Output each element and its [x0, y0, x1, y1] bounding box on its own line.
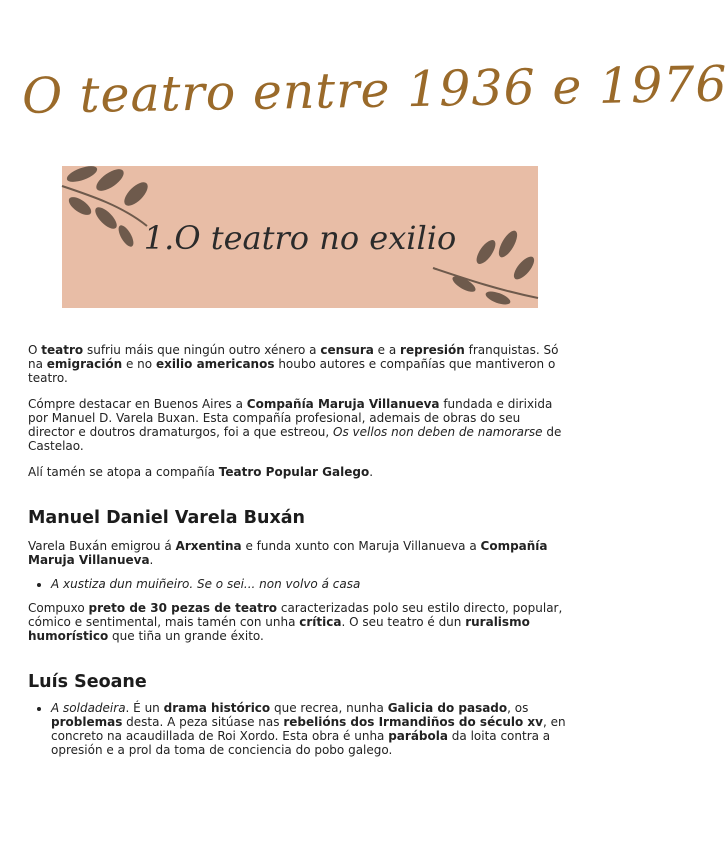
bold-text: Galicia do pasado	[387, 701, 508, 715]
list-item	[51, 577, 568, 591]
bold-text: exilio americanos	[155, 357, 275, 371]
text-run: e funda xunto con Maruja Villanueva a	[241, 539, 481, 553]
varela-works-list	[28, 577, 568, 591]
italic-text: A xustiza dun muiñeiro. Se o sei... non volvo á casa	[51, 577, 361, 591]
bold-text: censura	[320, 343, 374, 357]
text-run: . É un	[125, 701, 164, 715]
text-run: , en concreto na acaudillada de Roi Xordo. Esta obra é unha	[51, 715, 566, 743]
leaf-branch-right-icon	[428, 228, 538, 308]
varela-paragraph-2	[28, 601, 568, 643]
text-run: Compuxo	[28, 601, 89, 615]
bold-text: parábola	[388, 729, 448, 743]
text-run: que recrea, nunha	[270, 701, 388, 715]
text-run: franquistas. Só na	[28, 343, 559, 371]
text-run: de Castelao.	[28, 425, 562, 453]
intro-paragraph-3	[28, 465, 568, 479]
intro-paragraph-1	[28, 343, 568, 385]
bold-text: rebelións dos Irmandiños do século xv	[283, 715, 543, 729]
text-run: fundada e dirixida por Manuel D. Varela Buxan. Esta compañía profesional, ademais de obras do seu director e doutros dramaturgos, foi a que estreou,	[28, 397, 553, 439]
text-run: da loita contra a opresión e a prol da toma de conciencia do pobo galego.	[51, 729, 551, 757]
text-run: desta. A peza sitúase nas	[122, 715, 284, 729]
bold-text: teatro	[41, 343, 84, 357]
text-run: .	[149, 553, 154, 567]
varela-paragraph-1	[28, 539, 568, 567]
text-run: Cómpre destacar en Buenos Aires a	[28, 397, 247, 411]
text-run: houbo autores e compañías que mantiveron o teatro.	[28, 357, 556, 385]
bold-text: ruralismo humorístico	[28, 615, 530, 643]
text-run: sufriu máis que ningún outro xénero a	[83, 343, 321, 357]
banner-title: 1.O teatro no exilio	[143, 219, 457, 257]
italic-text: Os vellos non deben de namorarse	[333, 425, 543, 439]
bold-text: crítica	[299, 615, 342, 629]
section-banner	[62, 166, 538, 308]
section-heading-varela: Manuel Daniel Varela Buxán	[28, 508, 306, 528]
text-run: caracterizadas polo seu estilo directo, popular, cómico e sentimental, mais tamén con unha	[28, 601, 563, 629]
text-run: Varela Buxán emigrou á	[28, 539, 176, 553]
bold-text: Arxentina	[175, 539, 242, 553]
text-run: . O seu teatro é dun	[341, 615, 466, 629]
bold-text: drama histórico	[163, 701, 271, 715]
bold-text: problemas	[51, 715, 123, 729]
text-run: , os	[507, 701, 529, 715]
list-item	[51, 701, 568, 757]
bold-text: preto de 30 pezas de teatro	[88, 601, 278, 615]
text-run: Alí tamén se atopa a compañía	[28, 465, 219, 479]
bold-text: emigración	[46, 357, 123, 371]
bold-text: represión	[400, 343, 465, 357]
italic-text: A soldadeira	[51, 701, 126, 715]
text-run: e a	[373, 343, 401, 357]
text-run: e no	[122, 357, 156, 371]
text-run: .	[369, 465, 374, 479]
section-heading-seoane: Luís Seoane	[28, 672, 147, 692]
intro-paragraph-2	[28, 397, 568, 453]
bold-text: Compañía Maruja Villanueva	[246, 397, 440, 411]
bold-text: Compañía Maruja Villanueva	[28, 539, 548, 567]
page-title: O teatro entre 1936 e 1976	[21, 55, 728, 125]
text-run: O	[28, 343, 42, 357]
seoane-works-list	[28, 701, 568, 757]
text-run: que tiña un grande éxito.	[108, 629, 264, 643]
bold-text: Teatro Popular Galego	[218, 465, 370, 479]
